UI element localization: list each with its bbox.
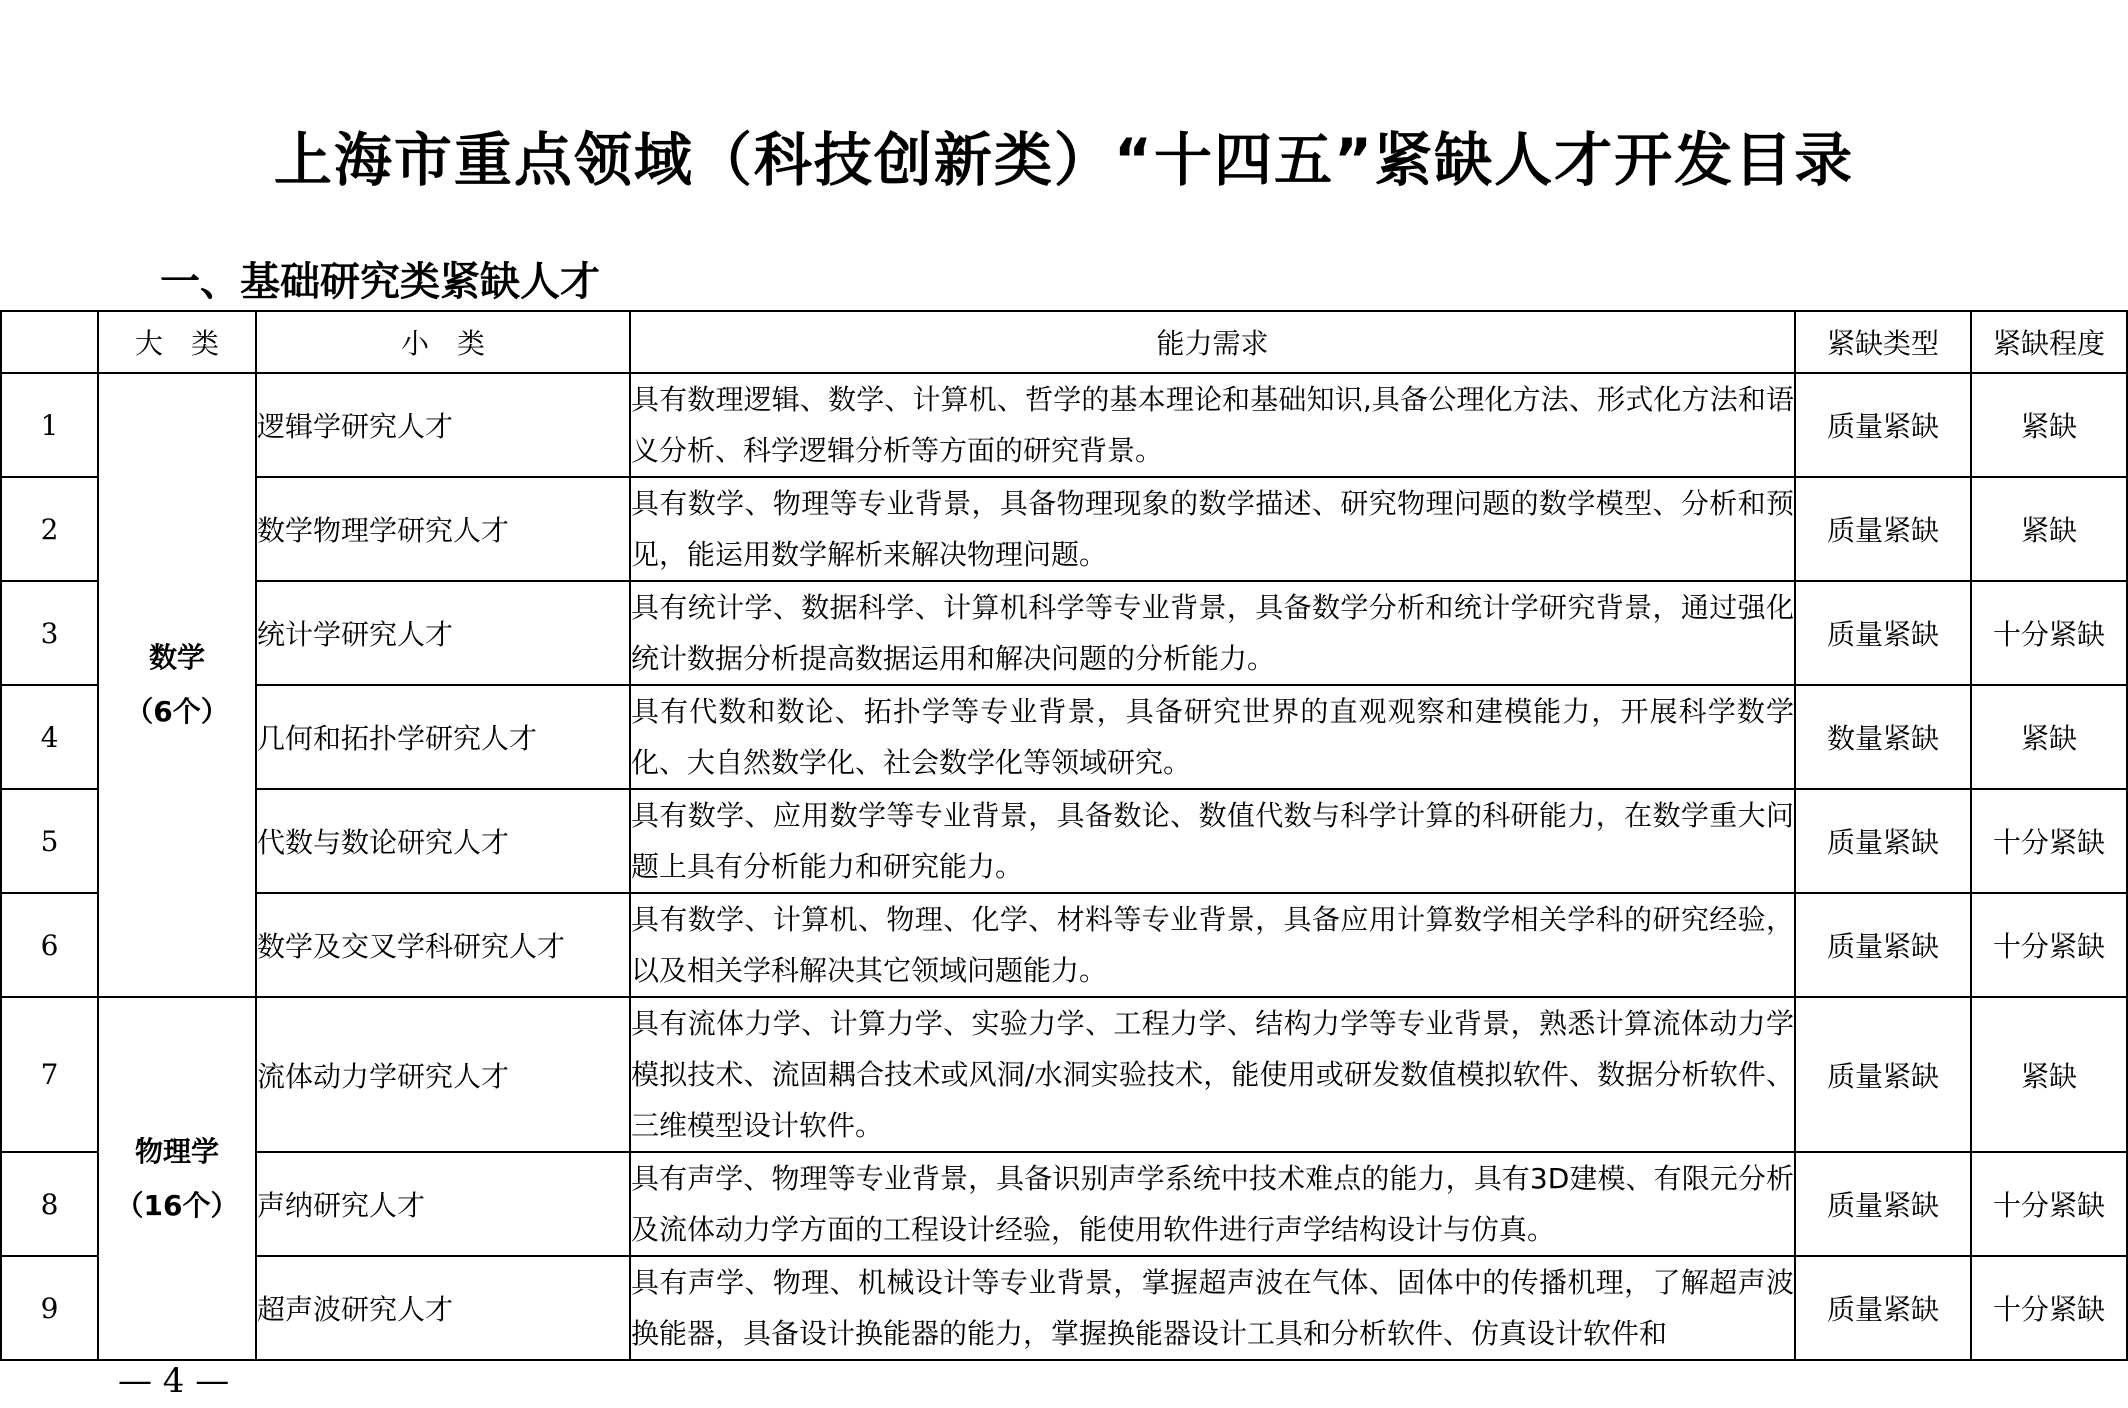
- table-row: [1, 685, 2127, 789]
- requirement-text: 具有声学、物理等专业背景，具备识别声学系统中技术难点的能力，具有3D建模、有限元分析及流体动力学方面的工程设计经验，能使用软件进行声学结构设计与仿真。: [630, 1152, 1795, 1256]
- table-row: [1, 373, 2127, 477]
- shortage-type: 质量紧缺: [1795, 1256, 1971, 1360]
- header-number: [1, 311, 98, 373]
- table-row: [1, 997, 2127, 1152]
- table-header-row: [1, 311, 2127, 373]
- section-title: 一、基础研究类紧缺人才: [160, 259, 600, 305]
- requirement-text: 具有数学、应用数学等专业背景，具备数论、数值代数与科学计算的科研能力，在数学重大问题上具有分析能力和研究能力。: [630, 789, 1795, 893]
- requirement-text: 具有数学、计算机、物理、化学、材料等专业背景，具备应用计算数学相关学科的研究经验，以及相关学科解决其它领域问题能力。: [630, 893, 1795, 997]
- requirement-text: 具有流体力学、计算力学、实验力学、工程力学、结构力学等专业背景，熟悉计算流体动力学模拟技术、流固耦合技术或风洞/水洞实验技术，能使用或研发数值模拟软件、数据分析软件、三维模型设计软件。: [630, 997, 1795, 1152]
- shortage-type: 质量紧缺: [1795, 789, 1971, 893]
- document-title: 上海市重点领域（科技创新类）“十四五”紧缺人才开发目录: [273, 126, 1855, 194]
- shortage-level: 十分紧缺: [1971, 789, 2127, 893]
- row-number: 6: [1, 893, 98, 997]
- shortage-level: 十分紧缺: [1971, 893, 2127, 997]
- row-number: 4: [1, 685, 98, 789]
- table-row: [1, 1256, 2127, 1360]
- table-row: [1, 477, 2127, 581]
- shortage-type: 质量紧缺: [1795, 581, 1971, 685]
- major-category-name: 物理学: [134, 1134, 219, 1168]
- shortage-level: 紧缺: [1971, 997, 2127, 1152]
- shortage-level: 十分紧缺: [1971, 1256, 2127, 1360]
- row-number: 8: [1, 1152, 98, 1256]
- minor-category: 逻辑学研究人才: [256, 373, 630, 477]
- shortage-type: 质量紧缺: [1795, 997, 1971, 1152]
- minor-category: 数学物理学研究人才: [256, 477, 630, 581]
- talent-catalog-table: [0, 310, 2128, 1361]
- major-category-math: [98, 373, 256, 997]
- major-category-physics: [98, 997, 256, 1360]
- table-row: [1, 789, 2127, 893]
- major-category-name: 数学: [148, 641, 205, 674]
- header-shortage-level: 紧缺程度: [1971, 311, 2127, 373]
- row-number: 1: [1, 373, 98, 477]
- minor-category: 数学及交叉学科研究人才: [256, 893, 630, 997]
- table-row: [1, 581, 2127, 685]
- requirement-text: 具有数理逻辑、数学、计算机、哲学的基本理论和基础知识,具备公理化方法、形式化方法和语义分析、科学逻辑分析等方面的研究背景。: [630, 373, 1795, 477]
- shortage-type: 数量紧缺: [1795, 685, 1971, 789]
- row-number: 2: [1, 477, 98, 581]
- header-requirement: 能力需求: [630, 311, 1795, 373]
- minor-category: 声纳研究人才: [256, 1152, 630, 1256]
- minor-category: 流体动力学研究人才: [256, 997, 630, 1152]
- header-minor-category: 小 类: [256, 311, 630, 373]
- row-number: 9: [1, 1256, 98, 1360]
- shortage-level: 紧缺: [1971, 373, 2127, 477]
- row-number: 5: [1, 789, 98, 893]
- shortage-level: 十分紧缺: [1971, 581, 2127, 685]
- table-row: [1, 893, 2127, 997]
- row-number: 7: [1, 997, 98, 1152]
- table-row: [1, 1152, 2127, 1256]
- requirement-text: 具有数学、物理等专业背景，具备物理现象的数学描述、研究物理问题的数学模型、分析和预见，能运用数学解析来解决物理问题。: [630, 477, 1795, 581]
- shortage-type: 质量紧缺: [1795, 373, 1971, 477]
- header-major-category: 大 类: [98, 311, 256, 373]
- header-shortage-type: 紧缺类型: [1795, 311, 1971, 373]
- shortage-level: 十分紧缺: [1971, 1152, 2127, 1256]
- major-category-count: （16个）: [115, 1188, 239, 1222]
- shortage-level: 紧缺: [1971, 477, 2127, 581]
- page-number: — 4 —: [118, 1361, 230, 1401]
- shortage-type: 质量紧缺: [1795, 1152, 1971, 1256]
- major-category-count: （6个）: [125, 695, 229, 728]
- shortage-type: 质量紧缺: [1795, 893, 1971, 997]
- shortage-type: 质量紧缺: [1795, 477, 1971, 581]
- minor-category: 代数与数论研究人才: [256, 789, 630, 893]
- requirement-text: 具有统计学、数据科学、计算机科学等专业背景，具备数学分析和统计学研究背景，通过强化统计数据分析提高数据运用和解决问题的分析能力。: [630, 581, 1795, 685]
- minor-category: 统计学研究人才: [256, 581, 630, 685]
- requirement-text: 具有代数和数论、拓扑学等专业背景，具备研究世界的直观观察和建模能力，开展科学数学化、大自然数学化、社会数学化等领域研究。: [630, 685, 1795, 789]
- minor-category: 几何和拓扑学研究人才: [256, 685, 630, 789]
- shortage-level: 紧缺: [1971, 685, 2127, 789]
- minor-category: 超声波研究人才: [256, 1256, 630, 1360]
- row-number: 3: [1, 581, 98, 685]
- requirement-text: 具有声学、物理、机械设计等专业背景，掌握超声波在气体、固体中的传播机理，了解超声波换能器，具备设计换能器的能力，掌握换能器设计工具和分析软件、仿真设计软件和: [630, 1256, 1795, 1360]
